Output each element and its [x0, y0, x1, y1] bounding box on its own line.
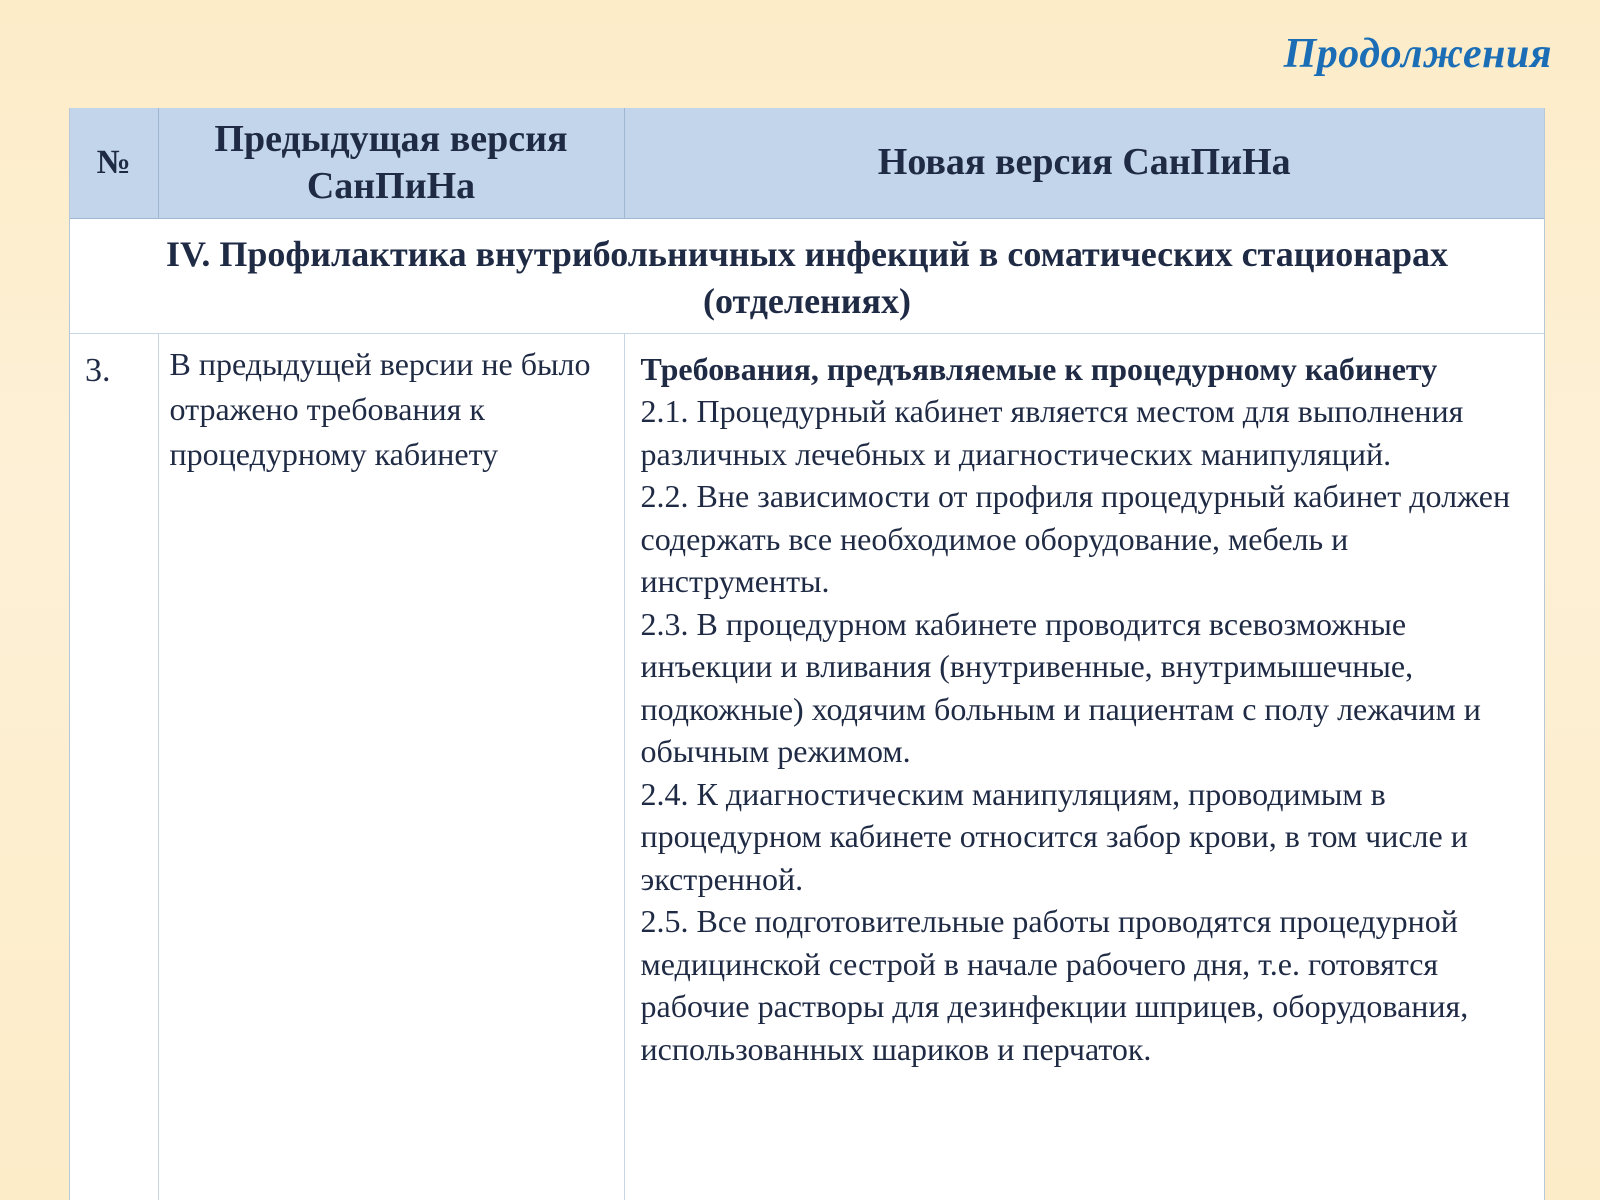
previous-version-text: В предыдущей версии не было отражено требования к процедурному кабинету	[158, 333, 624, 1200]
requirements-title: Требования, предъявляемые к процедурному кабинету	[640, 350, 1438, 387]
requirement-item: 2.2. Вне зависимости от профиля процедурный кабинет должен содержать все необходимое оборудование, мебель и инструменты.	[640, 478, 1511, 599]
requirement-item: 2.3. В процедурном кабинете проводится всевозможные инъекции и вливания (внутривенные, внутримышечные, подкожные) ходячим больным и пациентам с полу лежачим и обычным режимом.	[640, 605, 1481, 769]
column-header-previous-version: Предыдущая версия СанПиНа	[158, 108, 624, 218]
table-header-row	[70, 108, 1544, 218]
continuation-label: Продолжения	[1283, 31, 1552, 77]
table-row	[70, 333, 1544, 1200]
comparison-table	[69, 108, 1545, 1200]
new-version-cell	[624, 333, 1544, 1200]
requirement-item: 2.4. К диагностическим манипуляциям, проводимым в процедурном кабинете относится забор крови, в том числе и экстренной.	[640, 775, 1468, 897]
row-number: 3.	[70, 333, 158, 1200]
column-header-new-version: Новая версия СанПиНа	[624, 108, 1544, 218]
requirement-item: 2.1. Процедурный кабинет является местом для выполнения различных лечебных и диагностических манипуляций.	[640, 393, 1464, 472]
section-row	[70, 218, 1544, 333]
section-title: IV. Профилактика внутрибольничных инфекций в соматических стационарах (отделениях)	[70, 218, 1544, 333]
column-header-number: №	[70, 108, 158, 218]
requirement-item: 2.5. Все подготовительные работы проводятся процедурной медицинской сестрой в начале рабочего дня, т.е. готовятся рабочие растворы для дезинфекции шприцев, оборудования, использованных шариков и перчаток.	[640, 903, 1469, 1067]
